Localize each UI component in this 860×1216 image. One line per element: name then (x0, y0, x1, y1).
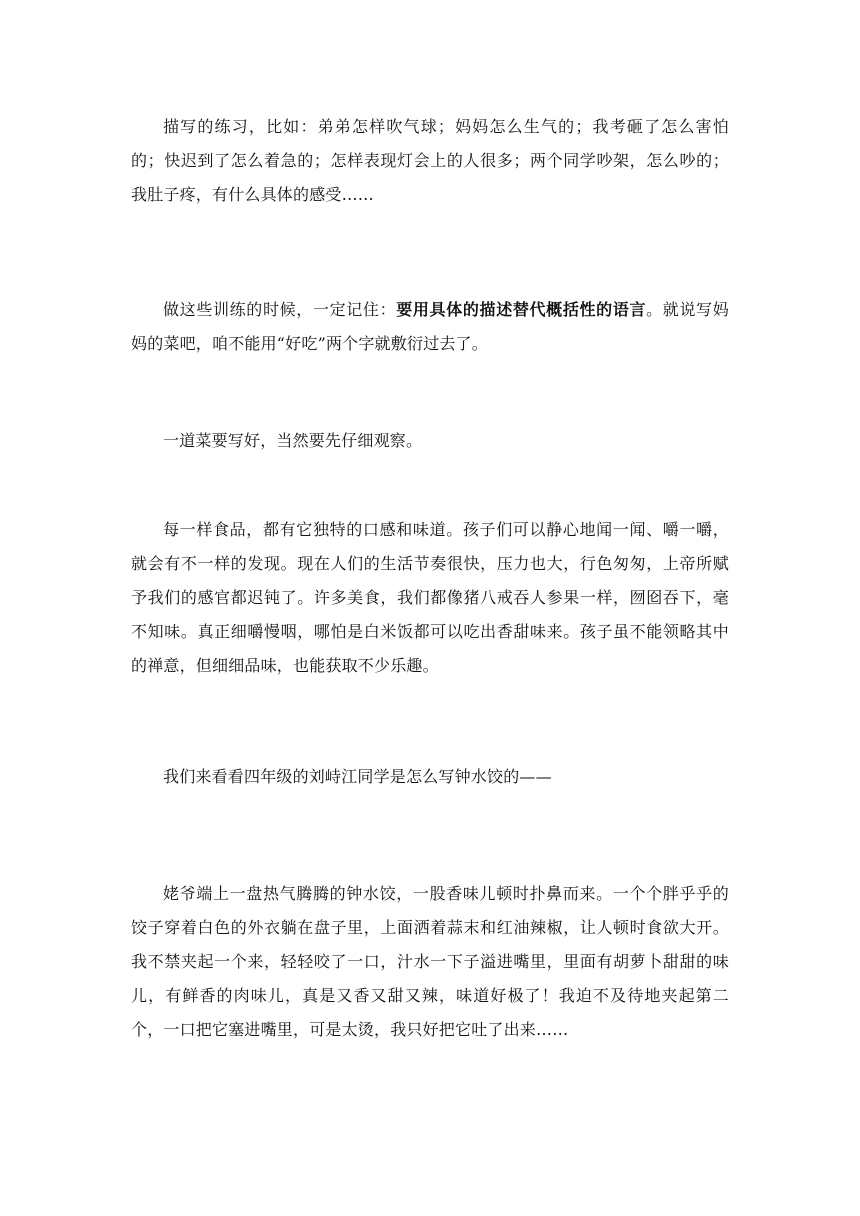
paragraph-observe-first: 一道菜要写好，当然要先仔细观察。 (163, 431, 423, 450)
paragraph-dumpling-example: 姥爷端上一盘热气腾腾的钟水饺，一股香味儿顿时扑鼻而来。一个个胖乎乎的饺子穿着白色的外衣躺在盘子里，上面洒着蒜末和红油辣椒，让人顿时食欲大开。我不禁夹起一个来，轻轻咬了一口，汁水一下子溢进嘴里，里面有胡萝卜甜甜的味儿，有鲜香的肉味儿，真是又香又甜又辣，味道好极了！我迫不及待地夹起第二个，一口把它塞进嘴里，可是太烫，我只好把它吐了出来…… (131, 884, 729, 1039)
paragraph-training-tip-lead: 做这些训练的时候，一定记住： (163, 300, 397, 319)
paragraph-training-tip-tail: 。就说写妈妈的菜吧，咱不能用“好吃”两个字就敷衍过去了。 (131, 300, 729, 353)
emphasis-concrete-description: 要用具体的描述替代概括性的语言 (396, 300, 647, 319)
paragraph-training-tip (131, 293, 729, 361)
paragraph-example-intro: 我们来看看四年级的刘峙江同学是怎么写钟水饺的—— (163, 767, 552, 786)
paragraph-taste-and-flavor: 每一样食品，都有它独特的口感和味道。孩子们可以静心地闻一闻、嚼一嚼，就会有不一样的发现。现在人们的生活节奏很快，压力也大，行色匆匆，上帝所赋予我们的感官都迟钝了。许多美食，我们都像猪八戒吞人参果一样，囫囵吞下，毫不知味。真正细嚼慢咽，哪怕是白米饭都可以吃出香甜味来。孩子虽不能领略其中的禅意，但细细品味，也能获取不少乐趣。 (131, 520, 729, 675)
paragraph-description-practice: 描写的练习，比如：弟弟怎样吹气球；妈妈怎么生气的；我考砸了怎么害怕的；快迟到了怎么着急的；怎样表现灯会上的人很多；两个同学吵架，怎么吵的；我肚子疼，有什么具体的感受…… (131, 117, 729, 204)
